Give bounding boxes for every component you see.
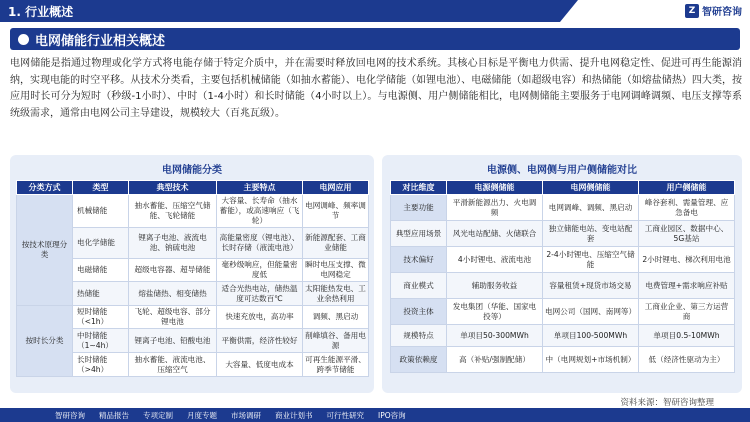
table-cell: 平衡供需，经济性较好 (217, 329, 303, 353)
column-header: 典型技术 (129, 181, 217, 195)
footer-item: 可行性研究 (326, 410, 364, 420)
group-label: 按技术原理分类 (17, 195, 73, 306)
table-cell: 可再生能源平滑、跨季节储能 (303, 353, 369, 377)
table-cell: 长时储能（>4h） (73, 353, 129, 377)
table-cell: 太阳能热发电、工业余热利用 (303, 282, 369, 306)
footer-item: 专项定制 (143, 410, 173, 420)
table-cell: 风光电站配储、火储联合 (447, 221, 543, 247)
table-cell: 单项目50-300MWh (447, 325, 543, 347)
table-cell: 独立储能电站、变电站配套 (543, 221, 639, 247)
dimension-cell: 投资主体 (391, 299, 447, 325)
table-row (17, 306, 369, 329)
dimension-cell: 主要功能 (391, 195, 447, 221)
table-cell: 电磁储能 (73, 259, 129, 282)
table-cell: 单项目0.5-10MWh (639, 325, 735, 347)
table-cell: 机械储能 (73, 195, 129, 228)
table-cell: 工商业企业、第三方运营商 (639, 299, 735, 325)
table-cell: 2小时锂电、梯次利用电池 (639, 247, 735, 273)
column-header: 用户侧储能 (639, 181, 735, 195)
table-cell: 快速充放电，高功率 (217, 306, 303, 329)
column-header: 电源侧储能 (447, 181, 543, 195)
top-bar (0, 0, 750, 22)
table-cell: 短时储能（<1h） (73, 306, 129, 329)
table-row (391, 347, 735, 373)
footer-item: 月度专题 (187, 410, 217, 420)
dimension-cell: 技术偏好 (391, 247, 447, 273)
table-cell: 超级电容器、超导储能 (129, 259, 217, 282)
table-header-row (17, 181, 369, 195)
table-cell: 峰谷套利、需量管理、应急备电 (639, 195, 735, 221)
bullet-icon (18, 34, 29, 45)
table-header-row (391, 181, 735, 195)
footer-item: 精品报告 (99, 410, 129, 420)
footer-item: IPO咨询 (378, 410, 406, 420)
table-row (391, 195, 735, 221)
table-cell: 4小时锂电、液流电池 (447, 247, 543, 273)
table-cell: 抽水蓄能、液流电池、压缩空气 (129, 353, 217, 377)
dimension-cell: 商业模式 (391, 273, 447, 299)
table-cell: 容量租赁+现货市场交易 (543, 273, 639, 299)
table-row (391, 325, 735, 347)
table-cell: 抽水蓄能、压缩空气储能、飞轮储能 (129, 195, 217, 228)
table-cell: 高能量密度（锂电池）、长时存储（液流电池） (217, 228, 303, 259)
table-cell: 锂离子电池、铅酸电池 (129, 329, 217, 353)
source-note: 资料来源：智研咨询整理 (620, 398, 714, 408)
column-header: 分类方式 (17, 181, 73, 195)
table-row (391, 273, 735, 299)
column-header: 电网应用 (303, 181, 369, 195)
section-label: 1. 行业概述 (8, 4, 74, 19)
table-row (391, 299, 735, 325)
table-cell: 电网公司（国网、南网等） (543, 299, 639, 325)
section-banner (0, 0, 560, 22)
table-row (391, 221, 735, 247)
left-table-title: 电网储能分类 (162, 165, 222, 176)
table-cell: 高（补贴/强制配储） (447, 347, 543, 373)
logo-name: 智研咨询 (702, 7, 742, 18)
dimension-cell: 典型应用场景 (391, 221, 447, 247)
table-cell: 电费管理+需求响应补贴 (639, 273, 735, 299)
table-row (17, 195, 369, 228)
table-cell: 中（电网规划+市场机制） (543, 347, 639, 373)
table-cell: 削峰填谷、备用电源 (303, 329, 369, 353)
footer-item: 市场调研 (231, 410, 261, 420)
footer-item: 商业计划书 (275, 410, 313, 420)
table-cell: 毫秒级响应，但能量密度低 (217, 259, 303, 282)
table-cell: 工商业园区、数据中心、5G基站 (639, 221, 735, 247)
table-cell: 平滑新能源出力、火电调频 (447, 195, 543, 221)
table-cell: 新能源配套、工商业储能 (303, 228, 369, 259)
table-cell: 大容量、长寿命（抽水蓄能），或高速响应（飞轮） (217, 195, 303, 228)
page-heading (10, 28, 740, 50)
right-table-title: 电源侧、电网侧与用户侧储能对比 (487, 165, 637, 176)
table-cell: 2-4小时锂电、压缩空气储能 (543, 247, 639, 273)
table-cell: 瞬时电压支撑、微电网稳定 (303, 259, 369, 282)
table-cell: 电网调峰、频率调节 (303, 195, 369, 228)
table-cell: 辅助服务收益 (447, 273, 543, 299)
page-title: 电网储能行业相关概述 (35, 33, 166, 49)
table-cell: 调频、黑启动 (303, 306, 369, 329)
footer-bar (0, 408, 750, 422)
table-cell: 熔盐储热、相变储热 (129, 282, 217, 306)
column-header: 电网侧储能 (543, 181, 639, 195)
table-cell: 中时储能（1~4h） (73, 329, 129, 353)
column-header: 对比维度 (391, 181, 447, 195)
table-row (391, 247, 735, 273)
brand-logo (685, 3, 742, 18)
table-cell: 飞轮、超级电容、部分锂电池 (129, 306, 217, 329)
dimension-cell: 政策依赖度 (391, 347, 447, 373)
intro-paragraph: 电网储能是指通过物理或化学方式将电能存储于特定介质中，并在需要时释放回电网的技术系统。其核心目标是平衡电力供需、提升电网稳定性、促进可再生能源消纳，实现电能的时空平移。从技术分类看，主要包括机械储能（如抽水蓄能）、电化学储能（如锂电池）、电磁储能（如超级电容）和热储能（如熔盐储热）四大类，按应用时长可分为短时（秒级-1小时）、中时（1-4小时）和长时储能（4小时以上）。与电源侧、用户侧储能相比，电网侧储能主要服务于电网调峰调频、电压支撑等系统级需求，通常由电网公司主导建设，规模较大（百兆瓦级）。 (10, 58, 742, 119)
table-cell: 低（经济性驱动为主） (639, 347, 735, 373)
table-cell: 单项目100-500MWh (543, 325, 639, 347)
table-cell: 锂离子电池、液流电池、钠硫电池 (129, 228, 217, 259)
table-cell: 大容量、低度电成本 (217, 353, 303, 377)
table-cell: 电网调峰、调频、黑启动 (543, 195, 639, 221)
footer-item: 智研咨询 (55, 410, 85, 420)
group-label: 按时长分类 (17, 306, 73, 377)
table-cell: 电化学储能 (73, 228, 129, 259)
logo-icon: Z (685, 4, 699, 18)
comparison-table (390, 180, 735, 373)
column-header: 类型 (73, 181, 129, 195)
table-cell: 热储能 (73, 282, 129, 306)
table-cell: 发电集团（华能、国家电投等） (447, 299, 543, 325)
table-cell: 适合光热电站，储热温度可达数百℃ (217, 282, 303, 306)
dimension-cell: 规模特点 (391, 325, 447, 347)
column-header: 主要特点 (217, 181, 303, 195)
classification-table (16, 180, 369, 377)
